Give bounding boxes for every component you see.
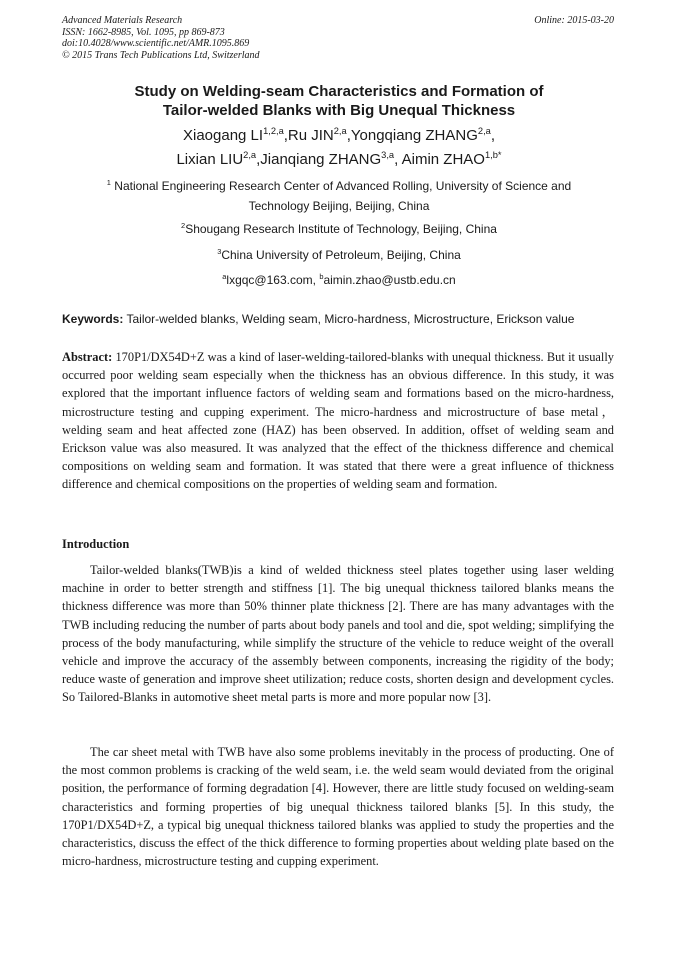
affiliation-1-line-1 bbox=[60, 176, 618, 196]
abstract bbox=[62, 348, 614, 494]
affiliation-text: Shougang Research Institute of Technology, Beijing, China bbox=[185, 222, 497, 236]
affiliation-marker: 2 bbox=[181, 221, 186, 230]
abstract-text: 170P1/DX54D+Z was a kind of laser-welding-tailored-blanks with unequal thickness. But it usually occurred poor welding seam especially when the thickness has an obvious difference. In this study, it was explored that the important influence factors of welding seam and formations based on the micro-hardness, microstructure testing and cupping experiment. The micro-hardness and microstructure of base metal，welding seam and heat affected zone (HAZ) has been observed. In addition, offset of welding seam and Erickson value was also measured. It was analyzed that the effect of the thickness difference and chemical compositions on welding seam and formation. It was stated that there were a great influence of thickness difference and chemical compositions on the properties of welding seam and formation. bbox=[62, 350, 614, 492]
affiliation-1-line-2: Technology Beijing, Beijing, China bbox=[248, 199, 430, 213]
abstract-label: Abstract: bbox=[62, 350, 113, 364]
affiliation-text: China University of Petroleum, Beijing, China bbox=[221, 248, 461, 262]
author-name: Jianqiang ZHANG bbox=[260, 151, 382, 168]
title-line-2: Tailor-welded Blanks with Big Unequal Thickness bbox=[162, 102, 516, 119]
title-line-1: Study on Welding-seam Characteristics and Formation of bbox=[134, 83, 544, 100]
author-separator: , bbox=[490, 127, 496, 144]
keywords-text: Tailor-welded blanks, Welding seam, Micro-hardness, Microstructure, Erickson value bbox=[123, 312, 575, 326]
section-heading-introduction: Introduction bbox=[62, 537, 130, 551]
intro-paragraph-2: The car sheet metal with TWB have also some problems inevitably in the process of producting. One of the most common problems is cracking of the weld seam, i.e. the weld seam would deviated from the original position, the performance of forming degradation [4]. However, there are little study focused on welding-seam characteristics and forming properties of big unequal thickness tailored blanks [5]. In this study, the 170P1/DX54D+Z, a typical big unequal thickness tailored blanks was applied to study the properties and the characteristics, discuss the effect of the thick difference to forming properties about welding plate based on the micro-hardness, microstructure testing and cupping experiment. bbox=[62, 745, 614, 869]
author-separator: , bbox=[256, 151, 261, 168]
author-name: Ru JIN bbox=[287, 127, 334, 144]
issn-line: ISSN: 1662-8985, Vol. 1095, pp 869-873 bbox=[62, 26, 225, 38]
affiliation-text: National Engineering Research Center of Advanced Rolling, University of Science and bbox=[110, 179, 572, 193]
keywords-label: Keywords: bbox=[62, 312, 124, 326]
email-b: aimin.zhao@ustb.edu.cn bbox=[323, 273, 456, 287]
author-affiliation: 1,2,a bbox=[263, 126, 284, 136]
intro-paragraph-1: Tailor-welded blanks(TWB)is a kind of welded thickness steel plates together using laser welding machine in order to better strength and stiffness [1]. The big unequal thickness tailored blanks means the thickness difference was more than 50% thinner plate thickness [2]. There are has many advantages with the TWB including reducing the number of parts about body panels and tool and die, spot welding; simplifying the process of the body manufacturing, while simplify the structure of the vehicle to reduce weight of the overall vehicle and improve the accuracy of the assembly between components, increasing the rigidity of the body; reduce waste of generation and improve sheet utilization; reduce costs, shorten design and development cycles. So Tailored-Blanks in automotive sheet metal parts is more and more popular now [3]. bbox=[62, 563, 614, 705]
author-affiliation: 2,a bbox=[477, 126, 491, 136]
author-separator: , bbox=[394, 151, 402, 168]
email-line bbox=[60, 270, 618, 290]
author-name: Xiaogang LI bbox=[182, 127, 264, 144]
author-affiliation: 2,a bbox=[333, 126, 347, 136]
affiliation-marker: 1 bbox=[106, 178, 111, 187]
paper-title bbox=[40, 82, 638, 120]
author-separator: , bbox=[283, 127, 288, 144]
author-line-1 bbox=[40, 124, 638, 148]
online-date: Online: 2015-03-20 bbox=[534, 15, 614, 26]
affiliation-3 bbox=[60, 245, 618, 265]
email-a: lxgqc@163.com, bbox=[226, 273, 320, 287]
author-separator: , bbox=[346, 127, 351, 144]
author-affiliation: 3,a bbox=[381, 150, 395, 160]
journal-header bbox=[62, 15, 614, 61]
doi-line: doi:10.4028/www.scientific.net/AMR.1095.869 bbox=[62, 38, 250, 49]
author-affiliation: 1,b* bbox=[484, 150, 502, 160]
email-marker: a bbox=[222, 272, 227, 281]
affiliation-2 bbox=[60, 219, 618, 239]
affiliation-1 bbox=[60, 176, 618, 216]
copyright-line: © 2015 Trans Tech Publications Ltd, Switzerland bbox=[62, 49, 260, 61]
author-name: Yongqiang ZHANG bbox=[350, 127, 478, 144]
affiliation-marker: 3 bbox=[217, 247, 222, 256]
journal-name: Advanced Materials Research bbox=[62, 15, 183, 26]
author-list bbox=[40, 124, 638, 172]
author-line-2 bbox=[40, 148, 638, 172]
email-marker: b bbox=[319, 272, 324, 281]
author-name: Aimin ZHAO bbox=[401, 151, 485, 168]
keywords bbox=[62, 311, 622, 327]
author-name: Lixian LIU bbox=[176, 151, 244, 168]
author-affiliation: 2,a bbox=[243, 150, 257, 160]
